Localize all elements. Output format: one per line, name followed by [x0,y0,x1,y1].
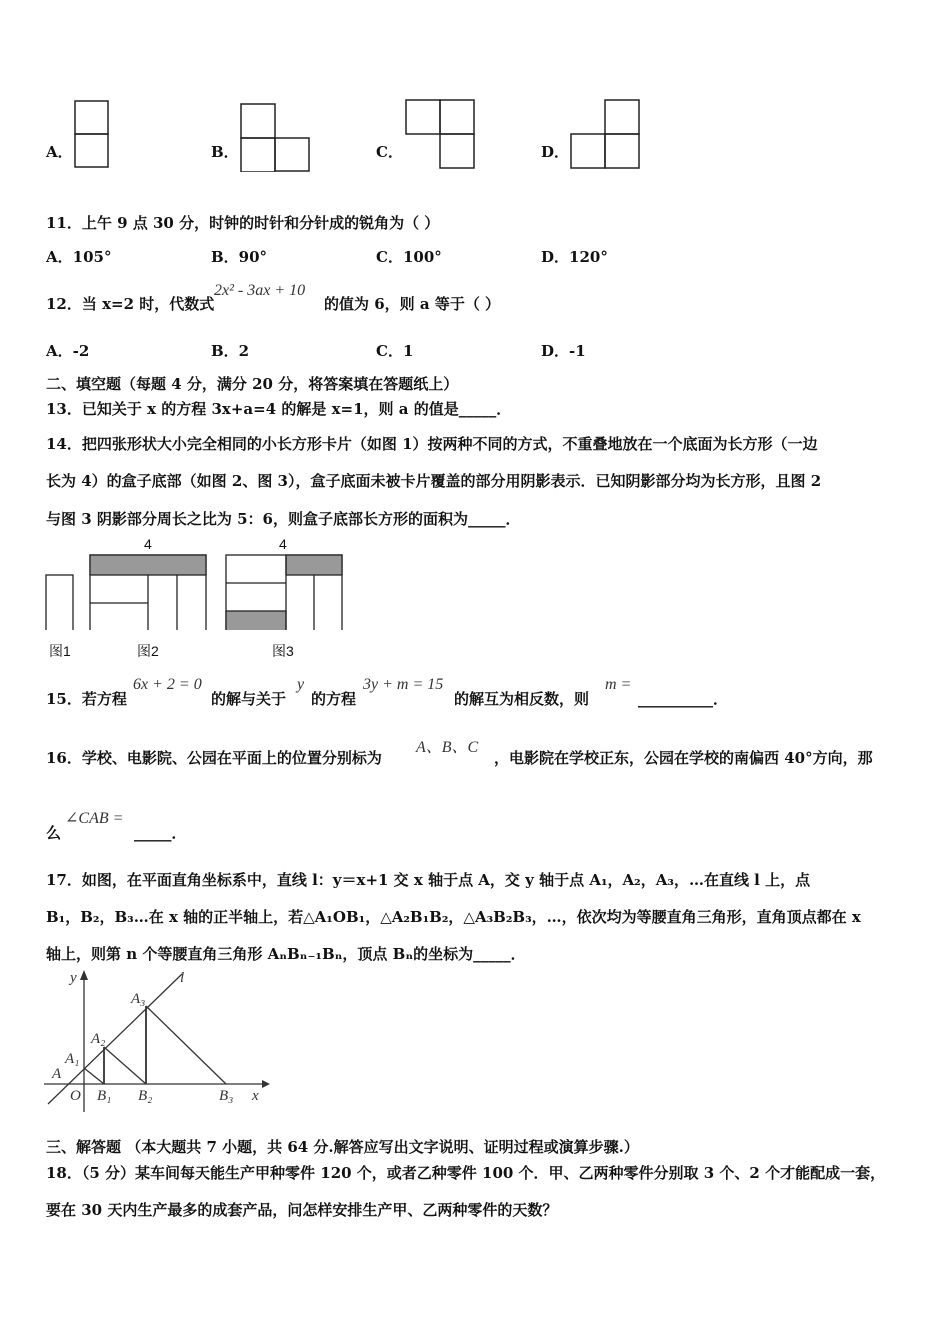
q14-fig2-dimension: 4 [144,536,152,552]
q10-figure-d [568,99,642,171]
q11-option-d: D．120° [541,248,608,266]
q14-figures [40,534,350,630]
q10-option-c: C． [376,143,403,161]
q12-stem-b: 的值为 6，则 a 等于（ ） [324,295,501,313]
q16-text-c: 么 [46,824,62,842]
q15-m-label: m = [605,676,632,693]
q14-fig1-card [46,575,73,630]
q17-a-label: A [52,1066,62,1082]
q12-option-b: B．2 [211,342,250,360]
q12-stem-a: 12．当 x=2 时，代数式 [46,295,215,313]
q17-b3-label: B₃ [219,1088,234,1104]
q17-a2-label: A₂ [91,1031,106,1047]
q17-b2-label: B₂ [138,1088,153,1104]
q11-stem: 11．上午 9 点 30 分，时钟的时针和分针成的锐角为（ ） [46,214,440,232]
q10-figure-a [72,100,112,170]
q14-fig3-dimension: 4 [279,536,287,552]
q14-fig3-shade-bottom [226,611,286,630]
q17-l-label: l [180,970,185,986]
q10-option-b: B． [211,143,239,161]
q15-text-c: 的方程 [311,690,357,708]
q17-a3-label: A₃ [131,991,146,1007]
q15-variable: y [297,676,305,693]
q17-line-1: 17．如图，在平面直角坐标系中，直线 l：y＝x+1 交 x 轴于点 A，交 y 轴于点 A₁，A₂，A₃，…在直线 l 上，点 [46,871,811,889]
q16-text-a: 16．学校、电影院、公园在平面上的位置分别标为 [46,749,382,767]
q12-option-a: A．-2 [46,342,90,360]
q11-option-a: A．105° [46,248,112,266]
q17-b1-label: B₁ [97,1088,112,1104]
q14-line-1: 14．把四张形状大小完全相同的小长方形卡片（如图 1）按两种不同的方式，不重叠地放在一个底面为长方形（一边 [46,435,818,453]
q14-fig1-caption: 图1 [49,643,71,659]
q17-x-label: x [252,1088,259,1104]
section-3-heading: 三、解答题 （本大题共 7 小题，共 64 分.解答应写出文字说明、证明过程或演算步骤.） [46,1138,639,1156]
q15-text-d: 的解互为相反数，则 [454,690,590,708]
q15-answer-blank: __________． [638,690,729,708]
q16-points: A、B、C [416,739,479,756]
q17-line-2: B₁，B₂，B₃…在 x 轴的正半轴上，若△A₁OB₁，△A₂B₁B₂，△A₃B₂B₃，…，依次均为等腰直角三角形，直角顶点都在 x [46,908,861,926]
q14-fig2-shade [90,555,206,575]
q13-text: 13．已知关于 x 的方程 3x+a=4 的解是 x=1，则 a 的值是_____． [46,400,512,418]
q15-text-b: 的解与关于 [211,690,287,708]
q10-option-d: D． [541,143,570,161]
q15-equation-1: 6x + 2 = 0 [133,676,202,693]
q14-fig3-shade-top [286,555,342,575]
q16-answer-blank: _____． [134,824,187,842]
q16-angle: ∠CAB = [65,810,124,827]
q14-fig3-caption: 图3 [272,643,294,659]
q15-text-a: 15．若方程 [46,690,127,708]
q14-line-3: 与图 3 阴影部分周长之比为 5：6，则盒子底部长方形的面积为_____． [46,510,521,528]
q17-o-label: O [70,1088,81,1104]
q17-a1-label: A₁ [65,1051,80,1067]
q10-option-a: A． [46,143,73,161]
q18-line-1: 18．（5 分）某车间每天能生产甲种零件 120 个，或者乙种零件 100 个．甲、乙两种零件分别取 3 个、2 个才能配成一套， [46,1164,886,1182]
q15-equation-2: 3y + m = 15 [363,676,444,693]
q10-figure-b [238,102,312,172]
q10-figure-c [403,99,477,171]
q16-text-b: ，电影院在学校正东，公园在学校的南偏西 40°方向，那 [494,749,873,767]
q14-fig2-caption: 图2 [137,643,159,659]
q14-line-2: 长为 4）的盒子底部（如图 2、图 3），盒子底面未被卡片覆盖的部分用阴影表示．已知阴影部分均为长方形，且图 2 [46,472,822,490]
q17-line-3: 轴上，则第 n 个等腰直角三角形 AₙBₙ₋₁Bₙ，顶点 Bₙ的坐标为_____． [46,945,526,963]
q12-option-c: C．1 [376,342,414,360]
q18-line-2: 要在 30 天内生产最多的成套产品，问怎样安排生产甲、乙两种零件的天数？ [46,1201,558,1219]
q12-option-d: D．-1 [541,342,586,360]
section-2-heading: 二、填空题（每题 4 分，满分 20 分，将答案填在答题纸上） [46,375,459,393]
q17-y-label: y [70,970,77,986]
q11-option-c: C．100° [376,248,442,266]
q12-expression: 2x² - 3ax + 10 [214,282,306,299]
q11-option-b: B．90° [211,248,268,266]
